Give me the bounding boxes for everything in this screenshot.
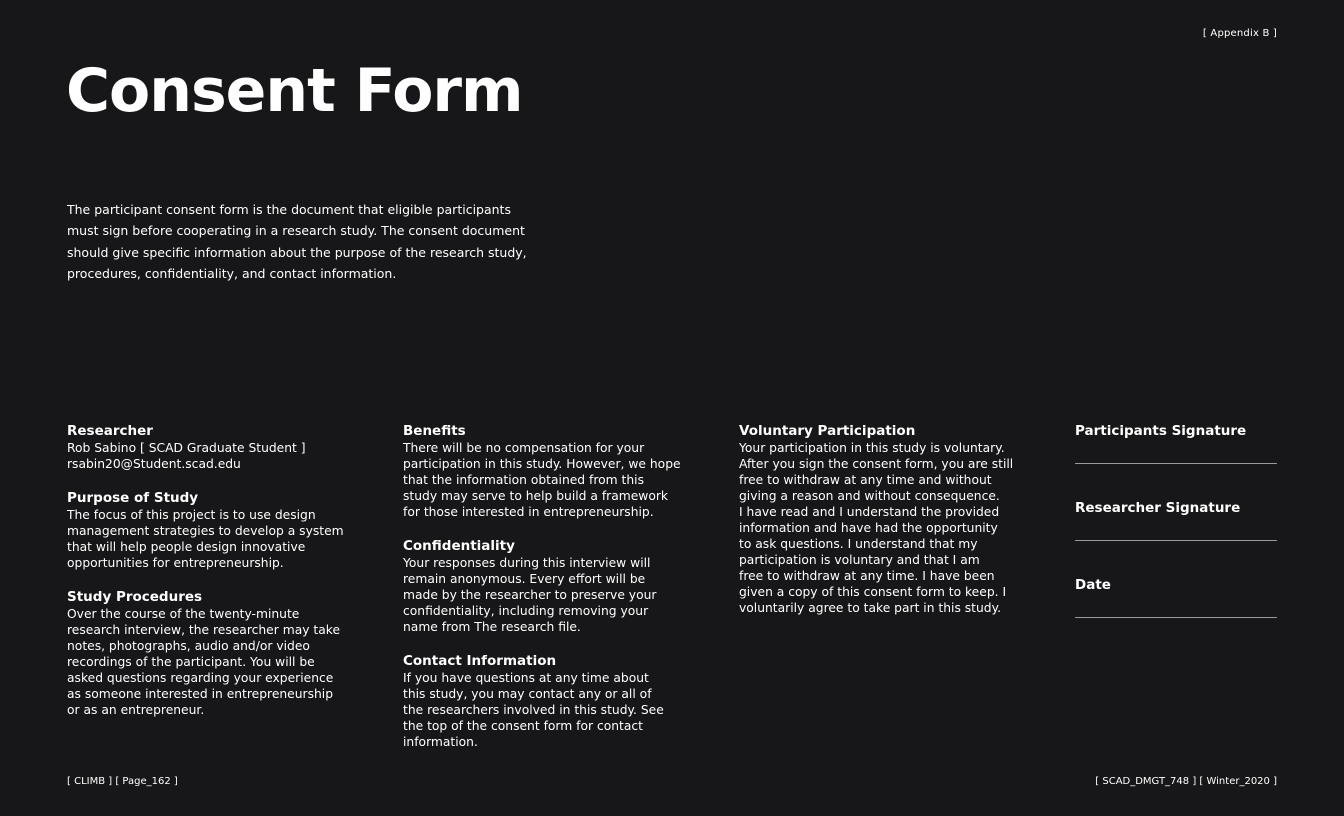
section-purpose-of-study: [67, 490, 367, 571]
column-1: [67, 423, 367, 736]
date-label: Date: [1075, 577, 1111, 593]
participants-signature-field[interactable]: [1075, 423, 1277, 500]
intro-paragraph: The participant consent form is the document that eligible participants must sign before cooperating in a research study. The consent document should give specific information about the purpose of the research study, procedures, confidentiality, and contact information.: [67, 202, 527, 281]
section-study-procedures: [67, 589, 367, 718]
footer-left: [ CLIMB ] [ Page_162 ]: [67, 776, 178, 787]
section-heading: Purpose of Study: [67, 490, 199, 506]
section-body: There will be no compensation for your participation in this study. However, we hope that the information obtained from this study may serve to help build a framework for those interested in entrepreneurship.: [403, 441, 681, 519]
section-confidentiality: [403, 538, 703, 635]
signature-line: [1075, 463, 1277, 464]
section-body: Your participation in this study is voluntary. After you sign the consent form, you are still free to withdraw at any time and without giving a reason and without consequence. I have read and I understand the provided information and have had the opportunity to ask questions. I understand that my participation is voluntary and that I am free to withdraw at any time. I have been given a copy of this consent form to keep. I voluntarily agree to take part in this study.: [739, 441, 1014, 615]
signature-label: Researcher Signature: [1075, 500, 1241, 516]
section-heading: Voluntary Participation: [739, 423, 916, 439]
section-heading: Researcher: [67, 423, 153, 439]
section-heading: Contact Information: [403, 653, 557, 669]
section-body: Your responses during this interview will remain anonymous. Every effort will be made by the researcher to preserve your confidentiality, including removing your name from The research file.: [403, 556, 657, 634]
signature-label: Participants Signature: [1075, 423, 1247, 439]
section-body: Over the course of the twenty-minute research interview, the researcher may take notes, photographs, audio and/or video recordings of the participant. You will be asked questions regarding your experience as someone interested in entrepreneurship or as an entrepreneur.: [67, 607, 341, 717]
column-3: [739, 423, 1039, 634]
date-field[interactable]: [1075, 577, 1277, 654]
section-heading: Confidentiality: [403, 538, 515, 554]
section-researcher: [67, 423, 367, 472]
page-title: Consent Form: [66, 56, 523, 126]
section-benefits: [403, 423, 703, 520]
column-2: [403, 423, 703, 768]
section-body: The focus of this project is to use design management strategies to develop a system that will help people design innovative opportunities for entrepreneurship.: [67, 508, 344, 570]
section-voluntary-participation: [739, 423, 1039, 616]
section-contact-information: [403, 653, 703, 750]
date-line: [1075, 617, 1277, 618]
footer-right: [ SCAD_DMGT_748 ] [ Winter_2020 ]: [1095, 776, 1277, 787]
section-heading: Benefits: [403, 423, 466, 439]
signature-line: [1075, 540, 1277, 541]
signature-column: [1075, 423, 1277, 654]
section-body: If you have questions at any time about this study, you may contact any or all of the researchers involved in this study. See the top of the consent form for contact information.: [403, 671, 664, 749]
section-heading: Study Procedures: [67, 589, 203, 605]
section-body: Rob Sabino [ SCAD Graduate Student ] rsabin20@Student.scad.edu: [67, 441, 306, 471]
researcher-signature-field[interactable]: [1075, 500, 1277, 577]
appendix-label: [ Appendix B ]: [1202, 28, 1277, 39]
